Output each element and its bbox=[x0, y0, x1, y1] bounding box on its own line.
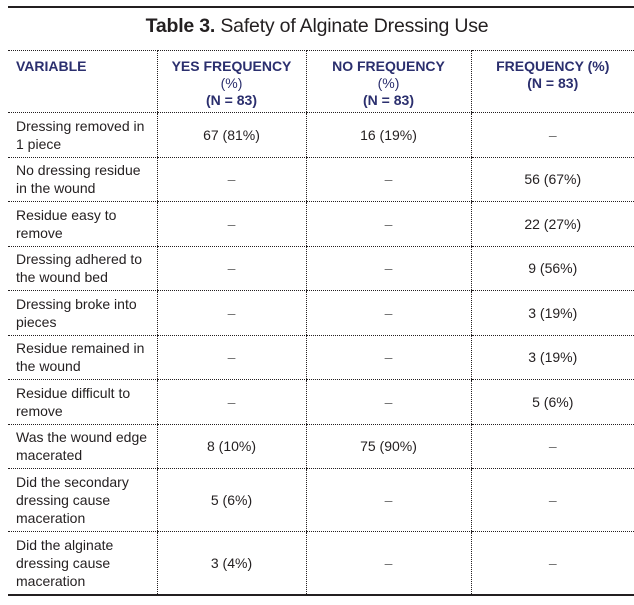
cell-no-frequency: – bbox=[306, 202, 471, 247]
cell-frequency: 22 (27%) bbox=[471, 202, 634, 247]
cell-no-frequency: – bbox=[306, 291, 471, 336]
cell-yes-frequency: 67 (81%) bbox=[157, 113, 306, 158]
cell-variable: Residue easy to remove bbox=[8, 202, 157, 247]
cell-no-frequency: – bbox=[306, 380, 471, 425]
cell-yes-frequency: – bbox=[157, 246, 306, 291]
table-row bbox=[8, 246, 634, 291]
cell-variable: Was the wound edge macerated bbox=[8, 424, 157, 469]
cell-variable: Dressing removed in 1 piece bbox=[8, 113, 157, 158]
top-rule bbox=[8, 6, 634, 8]
cell-variable: No dressing residue in the wound bbox=[8, 157, 157, 202]
cell-frequency: 9 (56%) bbox=[471, 246, 634, 291]
table-row bbox=[8, 424, 634, 469]
cell-yes-frequency: – bbox=[157, 202, 306, 247]
table-row bbox=[8, 113, 634, 158]
cell-no-frequency: – bbox=[306, 335, 471, 380]
cell-no-frequency: – bbox=[306, 469, 471, 532]
header-no-frequency: NO FREQUENCY (%) (N = 83) bbox=[306, 51, 471, 113]
safety-table bbox=[8, 50, 634, 596]
table-row bbox=[8, 469, 634, 532]
cell-variable: Residue remained in the wound bbox=[8, 335, 157, 380]
header-yes-frequency: YES FREQUENCY (%) (N = 83) bbox=[157, 51, 306, 113]
cell-no-frequency: – bbox=[306, 532, 471, 595]
table-row bbox=[8, 532, 634, 595]
cell-yes-frequency: 3 (4%) bbox=[157, 532, 306, 595]
header-frequency: FREQUENCY (%) (N = 83) bbox=[471, 51, 634, 113]
cell-variable: Did the alginate dressing cause maceration bbox=[8, 532, 157, 595]
cell-yes-frequency: 5 (6%) bbox=[157, 469, 306, 532]
cell-no-frequency: 75 (90%) bbox=[306, 424, 471, 469]
cell-yes-frequency: – bbox=[157, 291, 306, 336]
cell-yes-frequency: – bbox=[157, 157, 306, 202]
cell-variable: Dressing broke into pieces bbox=[8, 291, 157, 336]
cell-no-frequency: – bbox=[306, 246, 471, 291]
table-row bbox=[8, 202, 634, 247]
table-row bbox=[8, 157, 634, 202]
cell-variable: Residue difficult to remove bbox=[8, 380, 157, 425]
table-row bbox=[8, 335, 634, 380]
cell-frequency: – bbox=[471, 469, 634, 532]
cell-frequency: 3 (19%) bbox=[471, 291, 634, 336]
cell-frequency: – bbox=[471, 532, 634, 595]
caption-title: Safety of Alginate Dressing Use bbox=[220, 15, 489, 37]
cell-no-frequency: 16 (19%) bbox=[306, 113, 471, 158]
cell-frequency: – bbox=[471, 113, 634, 158]
header-row bbox=[8, 51, 634, 113]
table-row bbox=[8, 291, 634, 336]
header-variable: VARIABLE bbox=[8, 51, 157, 113]
cell-variable: Dressing adhered to the wound bed bbox=[8, 246, 157, 291]
cell-yes-frequency: – bbox=[157, 380, 306, 425]
table-caption bbox=[0, 15, 634, 38]
cell-yes-frequency: – bbox=[157, 335, 306, 380]
cell-yes-frequency: 8 (10%) bbox=[157, 424, 306, 469]
cell-frequency: 3 (19%) bbox=[471, 335, 634, 380]
cell-frequency: 5 (6%) bbox=[471, 380, 634, 425]
cell-frequency: – bbox=[471, 424, 634, 469]
table-row bbox=[8, 380, 634, 425]
cell-variable: Did the secondary dressing cause maceration bbox=[8, 469, 157, 532]
cell-no-frequency: – bbox=[306, 157, 471, 202]
caption-label: Table 3. bbox=[145, 15, 216, 37]
cell-frequency: 56 (67%) bbox=[471, 157, 634, 202]
